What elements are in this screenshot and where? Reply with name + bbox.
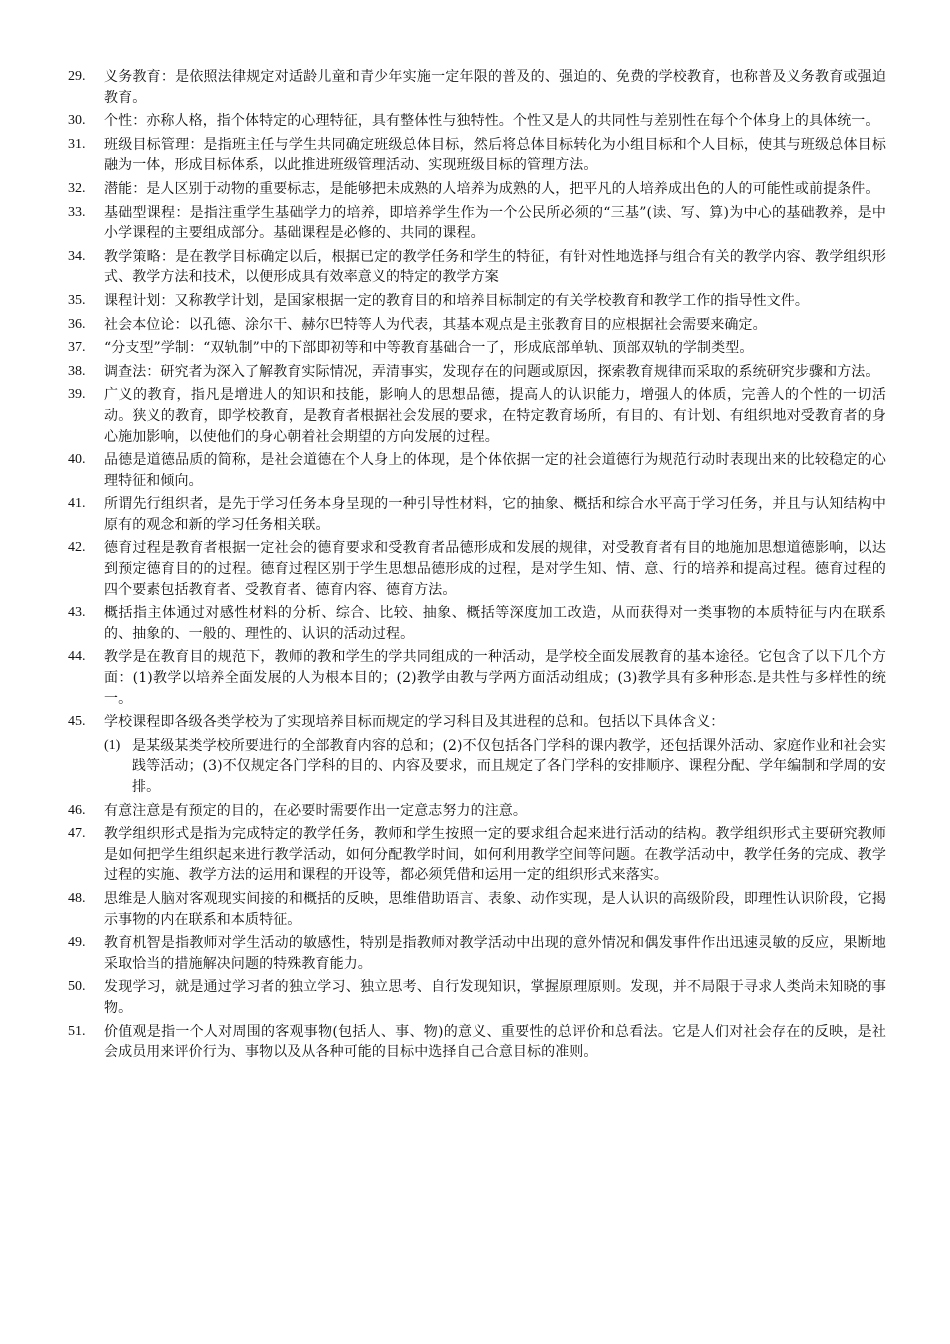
list-item bbox=[68, 977, 886, 1018]
list-item bbox=[68, 824, 886, 886]
item-text: 有意注意是有预定的目的，在必要时需要作出一定意志努力的注意。 bbox=[104, 802, 527, 819]
item-number: 48. bbox=[68, 890, 86, 906]
item-text: 课程计划：又称教学计划，是国家根据一定的教育目的和培养目标制定的有关学校教育和教学工作的指导性文件。 bbox=[104, 292, 809, 309]
item-text: 品德是道德品质的简称，是社会道德在个人身上的体现，是个体依据一定的社会道德行为规范行动时表现出来的比较稳定的心理特征和倾向。 bbox=[104, 452, 886, 489]
item-text: 班级目标管理：是指班主任与学生共同确定班级总体目标，然后将总体目标转化为小组目标和个人目标，使其与班级总体目标融为一体，形成目标体系，以此推进班级管理活动、实现班级目标的管理方法。 bbox=[104, 136, 886, 174]
item-text: 义务教育：是依照法律规定对适龄儿童和青少年实施一定年限的普及的、强迫的、免费的学校教育，也称普及义务教育或强迫教育。 bbox=[104, 69, 886, 106]
item-text: 价值观是指一个人对周围的客观事物(包括人、事、物)的意义、重要性的总评价和总看法。它是人们对社会存在的反映，是社会成员用来评价行为、事物以及从各种可能的目标中选择自己合意目标的准则。 bbox=[104, 1023, 886, 1061]
item-text: “分支型”学制：“双轨制”中的下部即初等和中等教育基础合一了，形成底部单轨、顶部双轨的学制类型。 bbox=[104, 340, 754, 357]
item-number: 45. bbox=[68, 714, 86, 730]
item-text: 教学组织形式是指为完成特定的教学任务，教师和学生按照一定的要求组合起来进行活动的结构。教学组织形式主要研究教师是如何把学生组织起来进行教学活动，如何分配教学时间，如何利用教学空间等问题。在教学活动中，教学任务的完成、教学过程的实施、教学方法的运用和课程的开设等，都必须凭借和运用一定的组织形式来落实。 bbox=[104, 826, 886, 884]
item-number: 39. bbox=[68, 387, 86, 403]
list-item bbox=[68, 338, 886, 359]
list-item bbox=[68, 362, 886, 383]
item-number: 34. bbox=[68, 248, 86, 264]
list-item bbox=[68, 603, 886, 644]
item-text: 德育过程是教育者根据一定社会的德育要求和受教育者品德形成和发展的规律，对受教育者有目的地施加思想道德影响，以达到预定德育目的的过程。德育过程区别于学生思想品德形成的过程，是对学生知、情、意、行的培养和提高过程。德育过程的四个要素包括教育者、受教育者、德育内容、德育方法。 bbox=[104, 540, 886, 598]
list-item bbox=[68, 291, 886, 312]
list-item bbox=[68, 1022, 886, 1063]
item-text: 潜能：是人区别于动物的重要标志，是能够把未成熟的人培养为成熟的人，把平凡的人培养成出色的人的可能性或前提条件。 bbox=[104, 180, 880, 197]
item-text: 教育机智是指教师对学生活动的敏感性，特别是指教师对教学活动中出现的意外情况和偶发事件作出迅速灵敏的反应，果断地采取恰当的措施解决问题的特殊教育能力。 bbox=[104, 935, 886, 972]
item-number: 35. bbox=[68, 292, 86, 308]
item-number: 50. bbox=[68, 979, 86, 995]
item-text: 所谓先行组织者，是先于学习任务本身呈现的一种引导性材料，它的抽象、概括和综合水平高于学习任务，并且与认知结构中原有的观念和新的学习任务相关联。 bbox=[104, 496, 886, 533]
item-text: 基础型课程：是指注重学生基础学力的培养，即培养学生作为一个公民所必须的“三基”(读、写、算)为中心的基础教养，是中小学课程的主要组成部分。基础课程是必修的、共同的课程。 bbox=[104, 204, 886, 242]
list-item bbox=[68, 385, 886, 447]
sub-item-text: 是某级某类学校所要进行的全部教育内容的总和；(2)不仅包括各门学科的课内教学，还包括课外活动、家庭作业和社会实践等活动；(3)不仅规定各门学科的目的、内容及要求，而且规定了各门学科的安排顺序、课程分配、学年编制和学周的安排。 bbox=[132, 737, 886, 795]
item-text: 思维是人脑对客观现实间接的和概括的反映，思维借助语言、表象、动作实现，是人认识的高级阶段，即理性认识阶段，它揭示事物的内在联系和本质特征。 bbox=[104, 890, 886, 928]
list-item bbox=[68, 67, 886, 108]
item-number: 51. bbox=[68, 1023, 86, 1039]
item-text: 概括指主体通过对感性材料的分析、综合、比较、抽象、概括等深度加工改造，从而获得对一类事物的本质特征与内在联系的、抽象的、一般的、理性的、认识的活动过程。 bbox=[104, 605, 886, 642]
item-number: 46. bbox=[68, 802, 86, 818]
item-text: 学校课程即各级各类学校为了实现培养目标而规定的学习科目及其进程的总和。包括以下具体含义： bbox=[104, 714, 725, 731]
item-number: 49. bbox=[68, 935, 86, 951]
list-item bbox=[68, 933, 886, 974]
list-item bbox=[68, 538, 886, 600]
list-item bbox=[68, 315, 886, 336]
list-item bbox=[68, 179, 886, 200]
list-item bbox=[68, 889, 886, 930]
item-number: 32. bbox=[68, 180, 86, 196]
item-number: 44. bbox=[68, 649, 86, 665]
item-text: 教学是在教育目的规范下，教师的教和学生的学共同组成的一种活动，是学校全面发展教育的基本途径。它包含了以下几个方面：(1)教学以培养全面发展的人为根本目的；(2)教学由教与学两方面活动组成；(3)教学具有多种形态.是共性与多样性的统一。 bbox=[104, 649, 886, 707]
sub-list-item bbox=[68, 736, 886, 798]
item-number: 41. bbox=[68, 496, 86, 512]
item-text: 发现学习，就是通过学习者的独立学习、独立思考、自行发现知识，掌握原理原则。发现，并不局限于寻求人类尚未知晓的事物。 bbox=[104, 979, 886, 1016]
list-item bbox=[68, 801, 886, 822]
item-number: 38. bbox=[68, 363, 86, 379]
item-number: 42. bbox=[68, 540, 86, 556]
item-text: 教学策略：是在教学目标确定以后，根据已定的教学任务和学生的特征，有针对性地选择与组合有关的教学内容、教学组织形式、教学方法和技术，以便形成具有效率意义的特定的教学方案 bbox=[104, 248, 886, 286]
item-number: 31. bbox=[68, 136, 86, 152]
list-item bbox=[68, 247, 886, 288]
list-item bbox=[68, 203, 886, 244]
list-item bbox=[68, 111, 886, 132]
item-number: 33. bbox=[68, 204, 86, 220]
item-number: 47. bbox=[68, 826, 86, 842]
item-text: 个性：亦称人格，指个体特定的心理特征，具有整体性与独特性。个性又是人的共同性与差别性在每个个体身上的具体统一。 bbox=[104, 113, 880, 130]
item-text: 调查法：研究者为深入了解教育实际情况，弄清事实，发现存在的问题或原因，探索教育规律而采取的系统研究步骤和方法。 bbox=[104, 363, 880, 380]
item-text: 广义的教育，指凡是增进人的知识和技能，影响人的思想品德，提高人的认识能力，增强人的体质，完善人的个性的一切活动。狭义的教育，即学校教育，是教育者根据社会发展的要求，在特定教育场所，有目的、有计划、有组织地对受教育者的身心施加影响，以使他们的身心朝着社会期望的方向发展的过程。 bbox=[104, 387, 886, 445]
item-number: 43. bbox=[68, 605, 86, 621]
list-item bbox=[68, 135, 886, 176]
sub-item-number: (1) bbox=[104, 737, 121, 753]
list-item bbox=[68, 450, 886, 491]
item-number: 36. bbox=[68, 316, 86, 332]
item-number: 37. bbox=[68, 340, 86, 356]
list-item bbox=[68, 647, 886, 709]
item-number: 29. bbox=[68, 69, 86, 84]
item-number: 40. bbox=[68, 452, 86, 468]
item-text: 社会本位论：以孔德、涂尔干、赫尔巴特等人为代表，其基本观点是主张教育目的应根据社会需要来确定。 bbox=[104, 316, 767, 333]
list-item bbox=[68, 494, 886, 535]
item-number: 30. bbox=[68, 113, 86, 129]
list-item bbox=[68, 712, 886, 733]
